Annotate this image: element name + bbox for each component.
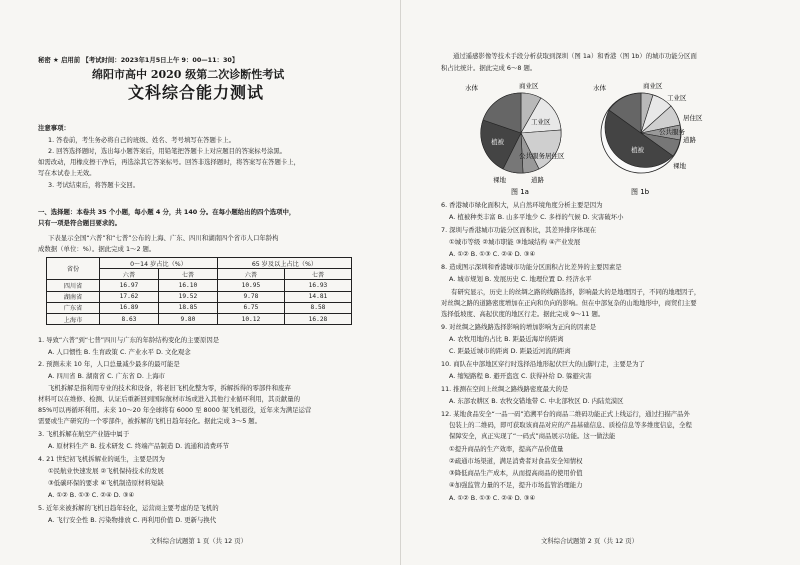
table-header-row	[47, 258, 352, 269]
table-cell: 16.93	[284, 280, 351, 291]
table-cell: 19.52	[158, 291, 217, 302]
passage-line: 有研究显示，历史上的丝绸之路的线路选择，影响最大的是地理因子，不同的地理因子，	[451, 288, 701, 296]
land-use-pie-figures	[461, 78, 711, 196]
question-intro: 成数据（单位：%）。据此完成 1～2 题。	[38, 245, 156, 253]
table-cell: 16.10	[158, 280, 217, 291]
pie-label: 植被	[631, 146, 644, 154]
passage-line: 材料可以在维修、检测、认证后重新回到国际航材市场或进入其他行业循环利用，其贡献量的	[38, 395, 301, 403]
passage-line: 通过遥感影像等技术手段分析获取到深圳（图 1a）和香港（图 1b）的城市功能分区面	[453, 52, 697, 60]
question-stem: 12. 某地食品安全“一品一码”追溯平台的商品二维码功能正式上线运行，通过扫描产品外	[441, 410, 690, 418]
question-stem: 1. 导致“六普”到“七普”四川与广东的年龄结构变化的主要原因是	[38, 336, 220, 344]
question-statement: ①民航业快速发展 ②飞机保持技术的发展	[48, 467, 164, 475]
question-intro: 下表显示全国“六普”和“七普”公布的上海、广东、四川和湖南四个省市人口年龄构	[48, 234, 279, 242]
table-cell: 6.75	[217, 302, 284, 313]
section-title: 一、选择题：本卷共 35 个小题，每小题 4 分，共 140 分。在每小题给出的四个选项中，	[38, 208, 296, 216]
exam-school-title: 绵阳市高中 2020 级第二次诊断性考试	[92, 68, 285, 81]
table-row	[47, 291, 352, 302]
question-options: A. 植被种类丰富 B. 山多平地少 C. 多样的气候 D. 灾害破坏小	[449, 213, 624, 221]
table-subheader: 六普	[217, 269, 284, 280]
question-stem: 5. 近年来被拆解的飞机日趋年轻化，运营商主要考虑的是飞机的	[38, 504, 219, 512]
table-header-province: 省份	[47, 258, 100, 280]
question-options: A. 缩短路程 B. 避开盗寇 C. 获得补给 D. 躲避灾害	[449, 372, 592, 380]
question-options: A. ①② B. ①③ C. ②④ D. ③④	[449, 250, 536, 258]
pie-label: 裸地	[493, 176, 506, 184]
pie-chart-hongkong	[593, 81, 703, 196]
question-statement: ①提升商品的生产效率，提高产品价值量	[449, 445, 564, 453]
table-cell: 17.62	[100, 291, 159, 302]
pie-label: 道路	[683, 136, 696, 144]
table-header-group: 65 岁及以上占比（%）	[217, 258, 351, 269]
table-cell: 18.85	[158, 302, 217, 313]
table-subheader: 七普	[284, 269, 351, 280]
question-options: A. 城市规划 B. 发展历史 C. 地理位置 D. 经济水平	[449, 275, 592, 283]
table-subheader: 六普	[100, 269, 159, 280]
question-statement: ①城市等级 ②城市职能 ③地域结构 ④产业发展	[449, 238, 581, 246]
table-cell: 10.12	[217, 313, 284, 324]
question-options: A. 东部农耕区 B. 农牧交错地带 C. 中北部牧区 D. 内陆荒漠区	[449, 397, 624, 405]
exam-page-2	[400, 0, 800, 565]
passage-line: 飞机拆解是指利用专业的技术和设备，将老旧飞机化整为零，拆解拆得的零部件和废弃	[48, 384, 291, 392]
section-title-cont: 只有一项是符合题目要求的。	[38, 219, 122, 227]
pie-label: 工业区	[667, 94, 687, 102]
question-stem: 6. 香港城市绿化面积大，从自然环境角度分析主要是因为	[441, 201, 603, 209]
question-options: A. 飞行安全性 B. 污染物排放 C. 再利用价值 D. 更新与换代	[48, 516, 217, 524]
table-cell-province: 上海市	[47, 313, 100, 324]
table-cell: 14.81	[284, 291, 351, 302]
pie-chart-shenzhen	[465, 81, 565, 196]
question-stem: 7. 深圳与香港城市功能分区面积比，其差异排序体现在	[441, 226, 597, 234]
table-cell-province: 广东省	[47, 302, 100, 313]
passage-line: 积占比统计。据此完成 6～8 题。	[441, 64, 537, 72]
pie-label: 裸地	[673, 162, 686, 170]
question-options: A. ①② B. ①③ C. ②④ D. ③④	[449, 494, 536, 502]
exam-secret-header: 秘密 ★ 启用前 【考试时间：2023年1月5日上午 9：00—11：30】	[38, 56, 239, 64]
table-cell: 9.78	[217, 291, 284, 302]
passage-line: 需要或生产研究的一个零部件，被拆解的飞机日趋年轻化。据此完成 3～5 题。	[38, 417, 262, 425]
question-stem: 4. 21 世纪初飞机拆解业的诞生，主要是因为	[38, 455, 165, 463]
exam-subject-title: 文科综合能力测试	[128, 83, 265, 102]
passage-line: 对丝绸之路的道路密度增加在正向和负向的影响。但在中部复杂的山地地形中，商贸们主要	[441, 299, 697, 307]
table-cell: 10.95	[217, 280, 284, 291]
age-structure-table	[46, 257, 352, 325]
notice-line: 2. 回答选择题时，选出每小题答案后，用铅笔把答题卡上对应题目的答案标号涂黑。	[48, 147, 287, 155]
passage-line: 85%可以再循环利用。未来 10～20 年全球将有 6000 至 8000 架飞机退役，近年来为满足运营	[38, 406, 312, 414]
table-cell-province: 四川省	[47, 280, 100, 291]
question-statement: ④加强监管力量的不足，提升市场监管治理能力	[449, 481, 583, 489]
pie-label: 居住区	[545, 152, 565, 160]
pie-label: 植被	[491, 138, 504, 146]
notice-line: 写在本试卷上无效。	[38, 169, 96, 177]
pie-label: 工业区	[531, 118, 551, 126]
pie-label: 居住区	[683, 114, 703, 122]
table-cell: 16.97	[100, 280, 159, 291]
table-cell-province: 湖南省	[47, 291, 100, 302]
question-options: A. 原材料生产 B. 技术研发 C. 终端产品制造 D. 流通和消费环节	[48, 442, 229, 450]
question-options: A. 农牧用地的占比 B. 距最近海岸的距离	[449, 335, 564, 343]
table-cell: 8.58	[284, 302, 351, 313]
question-options: A. ①② B. ①③ C. ②④ D. ③④	[48, 491, 135, 499]
page-footer: 文科综合试题第 2 页（共 12 页）	[541, 537, 639, 545]
table-header-group: 0～14 岁占比（%）	[100, 258, 218, 269]
table-row	[47, 302, 352, 313]
figure-caption: 图 1a	[511, 188, 529, 196]
question-stem: 9. 对丝绸之路线路选择影响的增加影响为正向的因素是	[441, 323, 597, 331]
pie-label: 商业区	[519, 82, 539, 90]
question-stem: 3. 飞机拆解在航空产业链中属于	[38, 430, 130, 438]
question-statement: ③降低商品生产成本，从而提高商品的使用价值	[449, 469, 583, 477]
question-stem-cont: 包装上的二维码，即可获取该商品对应的产品基础信息、质检信息等多维度信息，全程	[449, 421, 692, 429]
question-stem-cont: 保障安全，真正实现了“一码式”商品展示功能。这一做法能	[449, 432, 616, 440]
question-options: C. 距最近城市的距离 D. 距最近河流的距离	[449, 347, 571, 355]
question-stem: 11. 推测在空间上丝绸之路线路密度最大的是	[441, 385, 569, 393]
table-row	[47, 313, 352, 324]
passage-line: 选择低坡度、高起伏度的地区行走。据此完成 9～11 题。	[441, 310, 605, 318]
notice-line: 3. 考试结束后，将答题卡交回。	[48, 181, 140, 189]
pie-label: 水体	[465, 84, 478, 92]
question-statement: ②疏通市场渠道，满足消费者对食品安全知情权	[449, 457, 583, 465]
table-cell: 8.63	[100, 313, 159, 324]
question-stem: 8. 造成图示深圳和香港城市功能分区面积占比差异的主要因素是	[441, 263, 622, 271]
pie-label: 水体	[593, 84, 606, 92]
pie-label: 商业区	[643, 82, 663, 90]
pie-label: 公共服务	[519, 152, 545, 160]
question-statement: ③低碳环保的要求 ④飞机制造原材料短缺	[48, 479, 164, 487]
page-footer: 文科综合试题第 1 页（共 12 页）	[150, 537, 248, 545]
table-cell: 16.89	[100, 302, 159, 313]
notice-title: 注意事项：	[38, 124, 70, 132]
question-stem: 10. 商队在中部地区穿行时选择沿地形起伏巨大的山脚行走，主要是为了	[441, 360, 645, 368]
question-options: A. 人口惯性 B. 生育政策 C. 产业水平 D. 文化观念	[48, 348, 191, 356]
pie-label: 道路	[531, 176, 544, 184]
table-cell: 16.28	[284, 313, 351, 324]
question-options: A. 四川省 B. 湖南省 C. 广东省 D. 上海市	[48, 372, 166, 380]
question-stem: 2. 预测未来 10 年，人口总量减少最多的最可能是	[38, 360, 180, 368]
table-subheader: 七普	[158, 269, 217, 280]
notice-line: 1. 答卷前，考生务必将自己的班级、姓名、考号填写在答题卡上。	[48, 136, 236, 144]
pie-label: 公共服务	[659, 128, 685, 136]
figure-caption: 图 1b	[631, 188, 650, 196]
table-row	[47, 280, 352, 291]
table-cell: 9.80	[158, 313, 217, 324]
notice-line: 如需改动，用橡皮擦干净后，再选涂其它答案标号。回答非选择题时，将答案写在答题卡上，	[38, 158, 301, 166]
